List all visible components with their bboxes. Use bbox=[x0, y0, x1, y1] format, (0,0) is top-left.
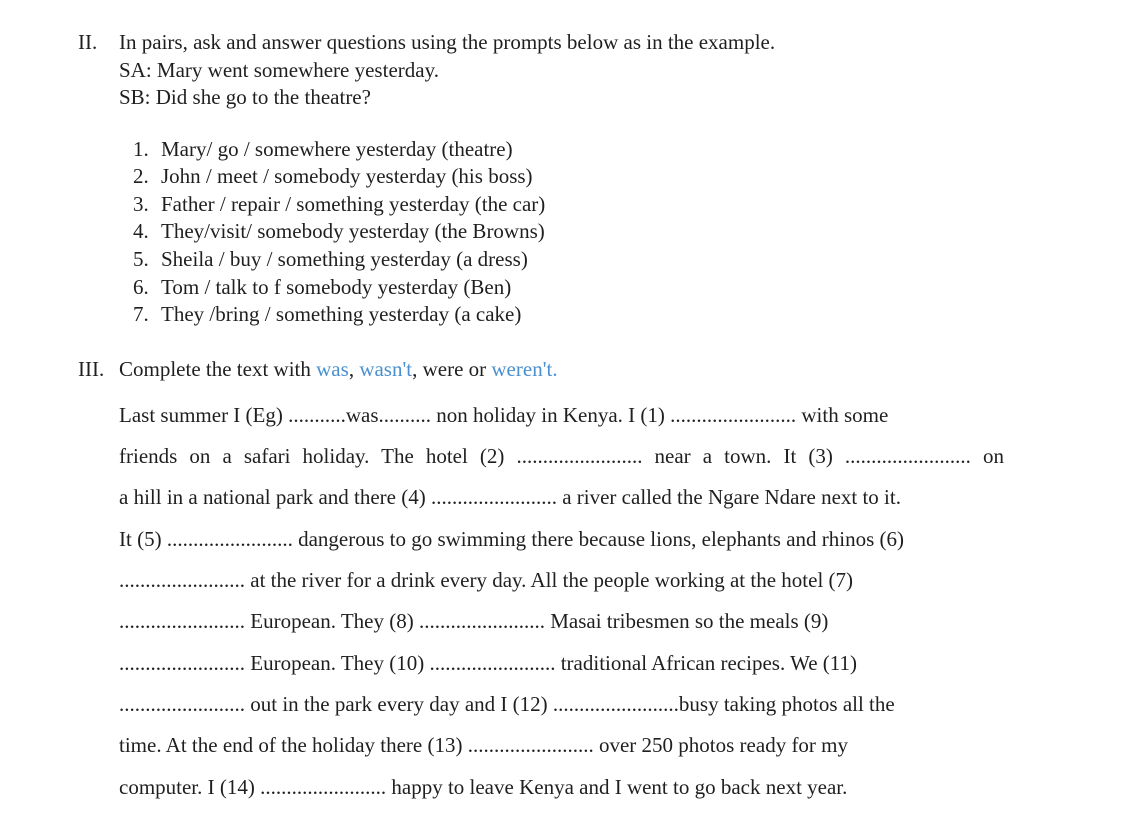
prompt-text: Tom / talk to f somebody yesterday (Ben) bbox=[161, 275, 512, 299]
text-line-10: computer. I (14) ........................ happy to leave Kenya and I went to go back next year. bbox=[119, 775, 848, 799]
prompt-item-6 bbox=[133, 275, 511, 300]
prompt-text: They/visit/ somebody yesterday (the Browns) bbox=[161, 219, 545, 243]
prompt-item-2 bbox=[133, 164, 533, 189]
prompt-number: 2. bbox=[133, 164, 149, 188]
prompt-number: 6. bbox=[133, 275, 149, 299]
prompt-item-5 bbox=[133, 247, 528, 272]
prompt-item-1 bbox=[133, 137, 513, 162]
text-line-8: ........................ out in the park every day and I (12) ........................busy taking photos all the bbox=[119, 692, 895, 716]
text-line-6: ........................ European. They (8) ........................ Masai tribesmen so the meals (9) bbox=[119, 609, 829, 633]
prompt-number: 7. bbox=[133, 302, 149, 326]
section-3-number: III. bbox=[78, 357, 105, 381]
example-sa: SA: Mary went somewhere yesterday. bbox=[119, 58, 439, 82]
example-sb: SB: Did she go to the theatre? bbox=[119, 85, 371, 109]
instruction-prefix: Complete the text with bbox=[119, 357, 317, 381]
text-line-4: It (5) ........................ dangerous to go swimming there because lions, elephants and rhinos (6) bbox=[119, 527, 905, 551]
word-was: was bbox=[316, 357, 349, 381]
word-wasnt: wasn't bbox=[359, 357, 413, 381]
prompt-item-3 bbox=[133, 192, 545, 217]
text-line-2: friends on a safari holiday. The hotel (2) ........................ near a town. It (3) ........................ on bbox=[119, 444, 1004, 468]
prompt-text: They /bring / something yesterday (a cake) bbox=[161, 302, 522, 326]
prompt-number: 4. bbox=[133, 219, 149, 243]
text-line-1: Last summer I (Eg) ...........was.......... non holiday in Kenya. I (1) ........................ with some bbox=[119, 403, 889, 427]
section-3-instruction bbox=[119, 357, 558, 382]
prompt-text: Sheila / buy / something yesterday (a dress) bbox=[161, 247, 528, 271]
instruction-end: . bbox=[552, 357, 558, 381]
text-line-5: ........................ at the river for a drink every day. All the people working at the hotel (7) bbox=[119, 568, 854, 592]
text-line-7: ........................ European. They (10) ........................ traditional African recipes. We (11) bbox=[119, 651, 857, 675]
prompt-number: 3. bbox=[133, 192, 149, 216]
prompt-item-7 bbox=[133, 302, 521, 327]
word-werent: weren't bbox=[491, 357, 553, 381]
prompt-text: Father / repair / something yesterday (the car) bbox=[161, 192, 546, 216]
text-line-3: a hill in a national park and there (4) ........................ a river called the Ngare Ndare next to it. bbox=[119, 485, 901, 509]
prompt-number: 1. bbox=[133, 137, 149, 161]
section-2-instruction: In pairs, ask and answer questions using the prompts below as in the example. bbox=[119, 30, 776, 54]
prompt-text: John / meet / somebody yesterday (his boss) bbox=[161, 164, 533, 188]
instruction-separator: , bbox=[348, 357, 360, 381]
text-line-9: time. At the end of the holiday there (13) ........................ over 250 photos ready for my bbox=[119, 733, 849, 757]
prompt-number: 5. bbox=[133, 247, 149, 271]
instruction-separator: , were or bbox=[412, 357, 492, 381]
prompt-text: Mary/ go / somewhere yesterday (theatre) bbox=[161, 137, 513, 161]
section-2-number: II. bbox=[78, 30, 98, 54]
prompt-item-4 bbox=[133, 219, 545, 244]
